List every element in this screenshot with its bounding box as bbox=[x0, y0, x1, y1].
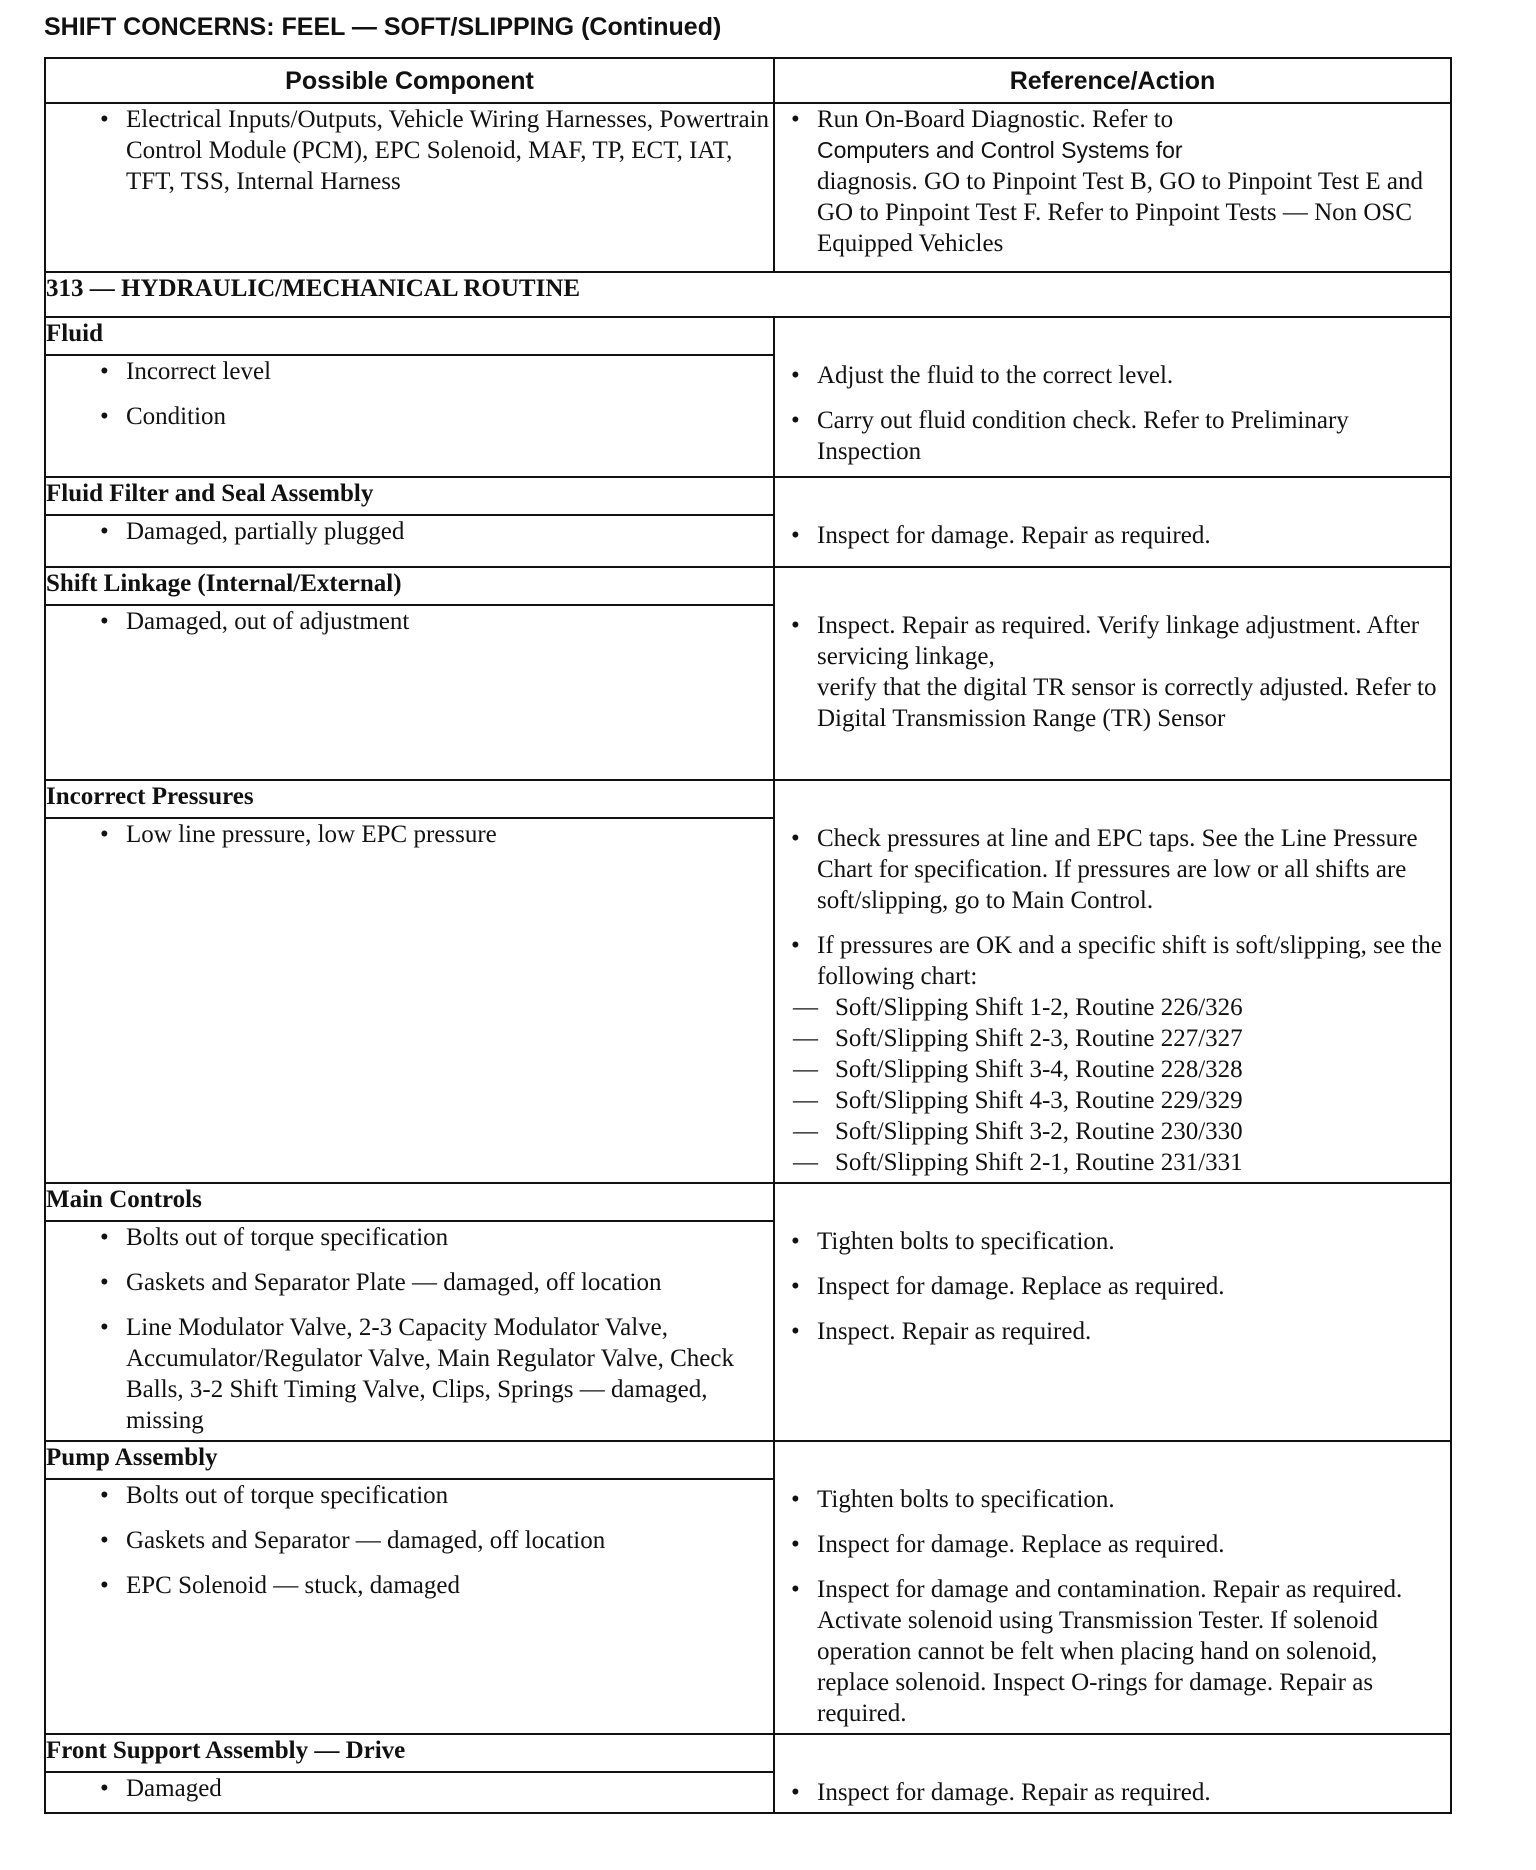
component-cell bbox=[45, 1221, 774, 1441]
group-row-pressures bbox=[45, 780, 1451, 818]
action-item: • Inspect for damage. Replace as required. bbox=[775, 1271, 1450, 1302]
dash-mark: — bbox=[793, 1056, 818, 1083]
action-item bbox=[775, 104, 1450, 259]
chart-line-text: Soft/Slipping Shift 3-2, Routine 230/330 bbox=[835, 1118, 1243, 1145]
action-item: • Inspect for damage. Repair as required. bbox=[775, 1777, 1450, 1808]
action-item: • Tighten bolts to specification. bbox=[775, 1226, 1450, 1257]
action-text-3: diagnosis. GO to Pinpoint Test B, GO to Pinpoint Test E and GO to Pinpoint Test F. Refer to Pinpoint Tests — Non OSC Equipped Vehicles bbox=[817, 168, 1424, 257]
component-item: • Bolts out of torque specification bbox=[46, 1222, 773, 1253]
component-item: • Damaged, partially plugged bbox=[46, 516, 773, 547]
component-item: • Gaskets and Separator Plate — damaged, off location bbox=[46, 1267, 773, 1298]
group-title: Main Controls bbox=[45, 1183, 774, 1221]
action-text-2: verify that the digital TR sensor is correctly adjusted. Refer to Digital Transmission Range (TR) Sensor bbox=[817, 674, 1437, 732]
component-item: • EPC Solenoid — stuck, damaged bbox=[46, 1570, 773, 1601]
action-item: • Inspect for damage. Repair as required. bbox=[775, 520, 1450, 551]
chart-line bbox=[775, 1085, 1450, 1116]
header-row bbox=[45, 58, 1451, 103]
action-item: • Inspect for damage and contamination. Repair as required. Activate solenoid using Transmission Tester. If solenoid operation cannot be felt when placing hand on solenoid, replace solenoid. Inspect O-rings for damage. Repair as required. bbox=[775, 1574, 1450, 1729]
group-row-front-support bbox=[45, 1734, 1451, 1772]
header-action: Reference/Action bbox=[774, 58, 1451, 103]
action-cell bbox=[774, 103, 1451, 272]
header-component: Possible Component bbox=[45, 58, 774, 103]
action-cell bbox=[774, 780, 1451, 1183]
group-title: Shift Linkage (Internal/External) bbox=[45, 567, 774, 605]
section-row bbox=[45, 272, 1451, 317]
component-item: • Incorrect level bbox=[46, 356, 773, 387]
chart-line-text: Soft/Slipping Shift 2-1, Routine 231/331 bbox=[835, 1149, 1243, 1176]
group-row-filter bbox=[45, 477, 1451, 515]
action-cell bbox=[774, 567, 1451, 780]
chart-line-text: Soft/Slipping Shift 2-3, Routine 227/327 bbox=[835, 1025, 1243, 1052]
group-title: Incorrect Pressures bbox=[45, 780, 774, 818]
action-cell bbox=[774, 1183, 1451, 1441]
component-item: • Bolts out of torque specification bbox=[46, 1480, 773, 1511]
action-text-2: Computers and Control Systems for bbox=[817, 137, 1183, 163]
chart-line bbox=[775, 1054, 1450, 1085]
dash-mark: — bbox=[793, 1087, 818, 1114]
component-item: • Condition bbox=[46, 401, 773, 432]
action-item: • Adjust the fluid to the correct level. bbox=[775, 360, 1450, 391]
component-item: • Damaged bbox=[46, 1773, 773, 1804]
chart-line-text: Soft/Slipping Shift 3-4, Routine 228/328 bbox=[835, 1056, 1243, 1083]
action-item bbox=[775, 610, 1450, 734]
action-item: • Inspect. Repair as required. bbox=[775, 1316, 1450, 1347]
action-text-1: Run On-Board Diagnostic. Refer to bbox=[817, 106, 1174, 133]
group-title: Pump Assembly bbox=[45, 1441, 774, 1479]
action-cell bbox=[774, 317, 1451, 477]
chart-line-text: Soft/Slipping Shift 4-3, Routine 229/329 bbox=[835, 1087, 1243, 1114]
diagnosis-table bbox=[44, 57, 1452, 1814]
chart-line bbox=[775, 1147, 1450, 1178]
component-item: • Damaged, out of adjustment bbox=[46, 606, 773, 637]
component-cell bbox=[45, 515, 774, 567]
component-cell bbox=[45, 818, 774, 1183]
action-item: • Carry out fluid condition check. Refer to Preliminary Inspection bbox=[775, 405, 1450, 467]
section-title: 313 — HYDRAULIC/MECHANICAL ROUTINE bbox=[45, 272, 1451, 317]
action-cell bbox=[774, 1441, 1451, 1734]
chart-line bbox=[775, 992, 1450, 1023]
component-cell bbox=[45, 355, 774, 477]
action-cell bbox=[774, 477, 1451, 567]
group-title: Fluid Filter and Seal Assembly bbox=[45, 477, 774, 515]
shift-chart bbox=[775, 992, 1450, 1178]
action-item: • Inspect for damage. Replace as required. bbox=[775, 1529, 1450, 1560]
table-row-electrical bbox=[45, 103, 1451, 272]
group-row-pump bbox=[45, 1441, 1451, 1479]
group-title: Front Support Assembly — Drive bbox=[45, 1734, 774, 1772]
component-item: • Electrical Inputs/Outputs, Vehicle Wiring Harnesses, Powertrain Control Module (PCM), EPC Solenoid, MAF, TP, ECT, IAT, TFT, TSS, Internal Harness bbox=[46, 104, 773, 197]
chart-line-text: Soft/Slipping Shift 1-2, Routine 226/326 bbox=[835, 994, 1243, 1021]
component-cell bbox=[45, 103, 774, 272]
dash-mark: — bbox=[793, 994, 818, 1021]
dash-mark: — bbox=[793, 1149, 818, 1176]
action-text: If pressures are OK and a specific shift is soft/slipping, see the following chart: bbox=[817, 932, 1442, 990]
action-item bbox=[775, 930, 1450, 992]
component-item: • Gaskets and Separator — damaged, off location bbox=[46, 1525, 773, 1556]
page-title: SHIFT CONCERNS: FEEL — SOFT/SLIPPING (Continued) bbox=[44, 13, 722, 41]
action-item: • Tighten bolts to specification. bbox=[775, 1484, 1450, 1515]
component-cell bbox=[45, 605, 774, 780]
component-item: • Low line pressure, low EPC pressure bbox=[46, 819, 773, 850]
action-text-1: Inspect. Repair as required. Verify linkage adjustment. After servicing linkage, bbox=[817, 612, 1420, 670]
dash-mark: — bbox=[793, 1025, 818, 1052]
group-row-fluid bbox=[45, 317, 1451, 355]
action-cell bbox=[774, 1734, 1451, 1813]
group-title: Fluid bbox=[45, 317, 774, 355]
chart-line bbox=[775, 1116, 1450, 1147]
group-row-main-controls bbox=[45, 1183, 1451, 1221]
component-item: • Line Modulator Valve, 2-3 Capacity Modulator Valve, Accumulator/Regulator Valve, Main Regulator Valve, Check Balls, 3-2 Shift Timing Valve, Clips, Springs — damaged, missing bbox=[46, 1312, 773, 1436]
component-cell bbox=[45, 1772, 774, 1813]
component-cell bbox=[45, 1479, 774, 1734]
dash-mark: — bbox=[793, 1118, 818, 1145]
action-item: • Check pressures at line and EPC taps. See the Line Pressure Chart for specification. If pressures are low or all shifts are soft/slipping, go to Main Control. bbox=[775, 823, 1450, 916]
group-row-linkage bbox=[45, 567, 1451, 605]
chart-line bbox=[775, 1023, 1450, 1054]
